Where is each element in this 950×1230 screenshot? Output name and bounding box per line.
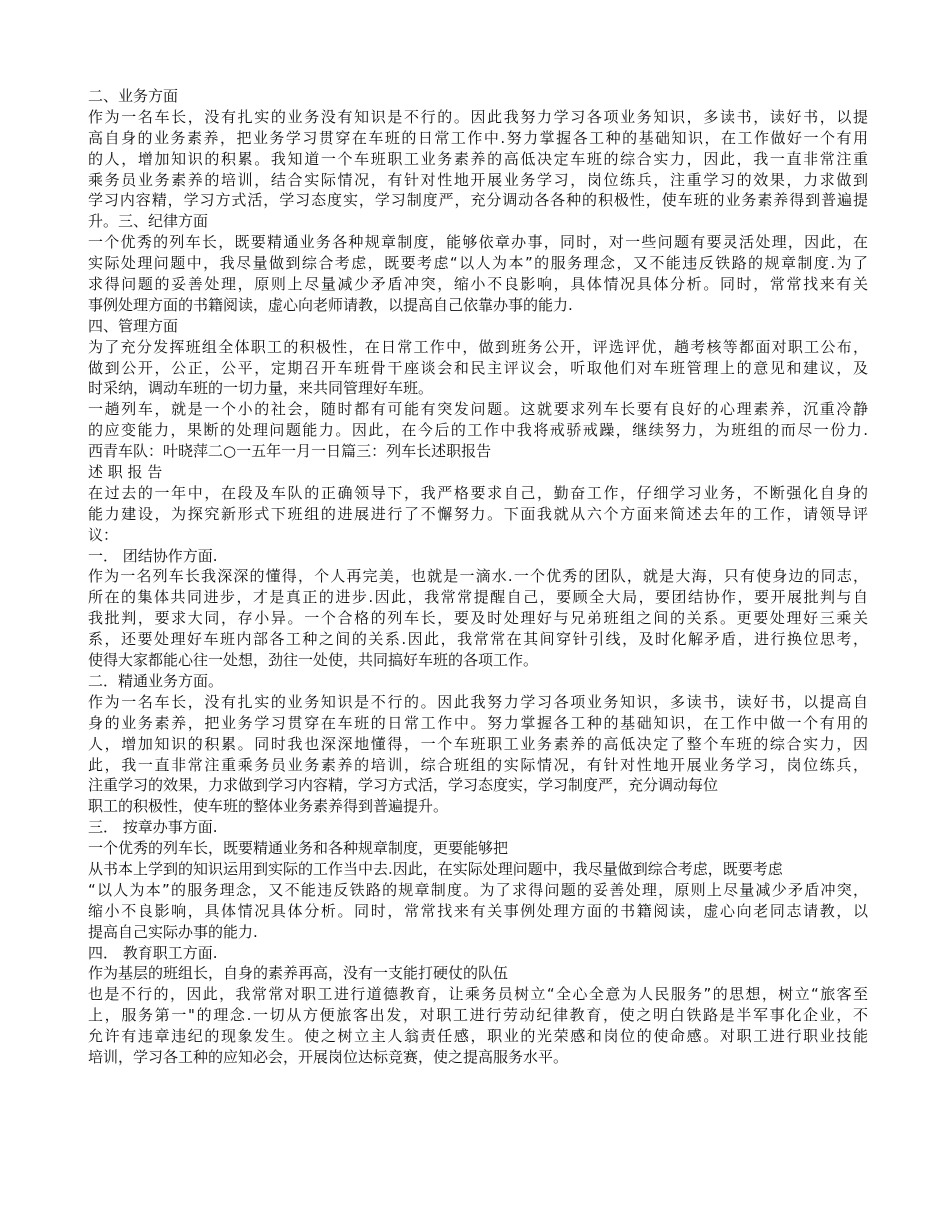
text-line: 为了充分发挥班组全体职工的积极性，在日常工作中，做到班务公开，评选评优，趟考核等都面对职工公布， — [88, 337, 868, 356]
text-line: 作为基层的班组长，自身的素养再高，没有一支能打硬仗的队伍 — [88, 964, 509, 983]
text-line: 一个优秀的列车长，既要精通业务各种规章制度，能够依章办事，同时，对一些问题有要灵活处理，因此，在 — [88, 233, 868, 252]
text-line: 西青车队：叶晓萍二○一五年一月一日篇三：列车长述职报告 — [88, 442, 492, 461]
text-line: 三． 按章办事方面. — [88, 818, 218, 837]
text-line: 缩小不良影响，具体情况具体分析。同时，常常找来有关事例处理方面的书籍阅读，虚心向老同志请教，以 — [88, 901, 868, 920]
text-line: 作为一名车长，没有扎实的业务没有知识是不行的。因此我努力学习各项业务知识，多读书，读好书，以提 — [88, 107, 868, 126]
text-line: 职工的积极性，使车班的整体业务素养得到普遍提升。 — [88, 797, 449, 816]
text-line: 使得大家都能心往一处想，劲往一处使，共同搞好车班的各项工作。 — [88, 651, 539, 670]
text-line: 的人，增加知识的积累。我知道一个车班职工业务素养的高低决定车班的综合实力，因此，我一直非常注重 — [88, 149, 868, 168]
text-line: 一个优秀的列车长，既要精通业务和各种规章制度，更要能够把 — [88, 839, 509, 858]
document-body — [88, 86, 868, 1068]
text-line: 升。三、纪律方面 — [88, 212, 209, 231]
text-line: 的应变能力，果断的处理问题能力。因此，在今后的工作中我将戒骄戒躁，继续努力，为班组的而尽一份力. — [88, 421, 868, 440]
text-line: 求得问题的妥善处理，原则上尽量减少矛盾冲突，缩小不良影响，具体情况具体分析。同时，常常找来有关 — [88, 275, 868, 294]
text-line: 也是不行的，因此，我常常对职工进行道德教育，让乘务员树立“全心全意为人民服务”的思想，树立“旅客至 — [88, 985, 868, 1004]
text-line: 做到公开，公正，公平，定期召开车班骨干座谈会和民主评议会，听取他们对车班管理上的意见和建议，及 — [88, 358, 868, 377]
text-line: 身的业务素养，把业务学习贯穿在车班的日常工作中。努力掌握各工种的基础知识，在工作中做一个有用的 — [88, 713, 868, 732]
text-line: “以人为本”的服务理念，又不能违反铁路的规章制度。为了求得问题的妥善处理，原则上尽量减少矛盾冲突， — [88, 880, 868, 899]
text-line: 一趟列车，就是一个小的社会，随时都有可能有突发问题。这就要求列车长要有良好的心理素养，沉重冷静 — [88, 400, 868, 419]
text-line: 高自身的业务素养，把业务学习贯穿在车班的日常工作中.努力掌握各工种的基础知识，在工作做好一个有用 — [88, 128, 868, 147]
text-line: 从书本上学到的知识运用到实际的工作当中去.因此，在实际处理问题中，我尽量做到综合考虑，既要考虑 — [88, 859, 783, 878]
text-line: 事例处理方面的书籍阅读，虚心向老师请教，以提高自己依靠办事的能力. — [88, 295, 573, 314]
text-line: 二．精通业务方面。 — [88, 671, 224, 690]
text-line: 能力建设，为探究新形式下班组的进展进行了不懈努力。下面我就从六个方面来简述去年的工作，请领导评 — [88, 504, 868, 523]
text-line: 系，还要处理好车班内部各工种之间的关系.因此，我常常在其间穿针引线，及时化解矛盾，进行换位思考， — [88, 630, 868, 649]
text-line: 一． 团结协作方面. — [88, 546, 218, 565]
text-line: 乘务员业务素养的培训，结合实际情况，有针对性地开展业务学习，岗位练兵，注重学习的效果，力求做到 — [88, 170, 868, 189]
text-line: 注重学习的效果，力求做到学习内容精，学习方式活，学习态度实，学习制度严，充分调动每位 — [88, 776, 719, 795]
text-line: 在过去的一年中，在段及车队的正确领导下，我严格要求自己，勤奋工作，仔细学习业务，不断强化自身的 — [88, 483, 868, 502]
text-line: 人，增加知识的积累。同时我也深深地懂得，一个车班职工业务素养的高低决定了整个车班的综合实力，因 — [88, 734, 868, 753]
text-line: 时采纳，调动车班的一切力量，来共同管理好车班。 — [88, 379, 434, 398]
text-line: 上，服务第一"的理念.一切从方便旅客出发，对职工进行劳动纪律教育，使之明白铁路是半军事化企业，不 — [88, 1006, 868, 1025]
text-line: 作为一名车长，没有扎实的业务知识是不行的。因此我努力学习各项业务知识，多读书，读好书，以提高自 — [88, 692, 868, 711]
text-line: 允许有违章违纪的现象发生。使之树立主人翁责任感，职业的光荣感和岗位的使命感。对职工进行职业技能 — [88, 1027, 868, 1046]
text-line: 实际处理问题中，我尽量做到综合考虑，既要考虑“以人为本”的服务理念，又不能违反铁路的规章制度.为了 — [88, 254, 868, 273]
text-line: 二、业务方面 — [88, 87, 179, 105]
text-line: 作为一名列车长我深深的懂得，个人再完美，也就是一滴水.一个优秀的团队，就是大海，只有使身边的同志， — [88, 567, 868, 586]
text-line: 所在的集体共同进步，才是真正的进步.因此，我常常提醒自己，要顾全大局，要团结协作，要开展批判与自 — [88, 588, 868, 607]
text-line: 我批判，要求大同，存小异。一个合格的列车长，要及时处理好与兄弟班组之间的关系。更要处理好三乘关 — [88, 609, 868, 628]
text-line: 四、管理方面 — [88, 316, 179, 335]
text-line: 述 职 报 告 — [88, 463, 163, 482]
text-line: 此，我一直非常注重乘务员业务素养的培训，综合班组的实际情况，有针对性地开展业务学习，岗位练兵， — [88, 755, 868, 774]
text-line: 培训，学习各工种的应知必会，开展岗位达标竞赛，使之提高服务水平。 — [88, 1047, 569, 1066]
text-line: 提高自己实际办事的能力. — [88, 922, 258, 941]
text-line: 四． 教育职工方面. — [88, 943, 218, 962]
text-line: 议： — [88, 525, 119, 544]
text-line: 学习内容精，学习方式活，学习态度实，学习制度严，充分调动各各种的积极性，使车班的业务素养得到普遍提 — [88, 191, 868, 210]
